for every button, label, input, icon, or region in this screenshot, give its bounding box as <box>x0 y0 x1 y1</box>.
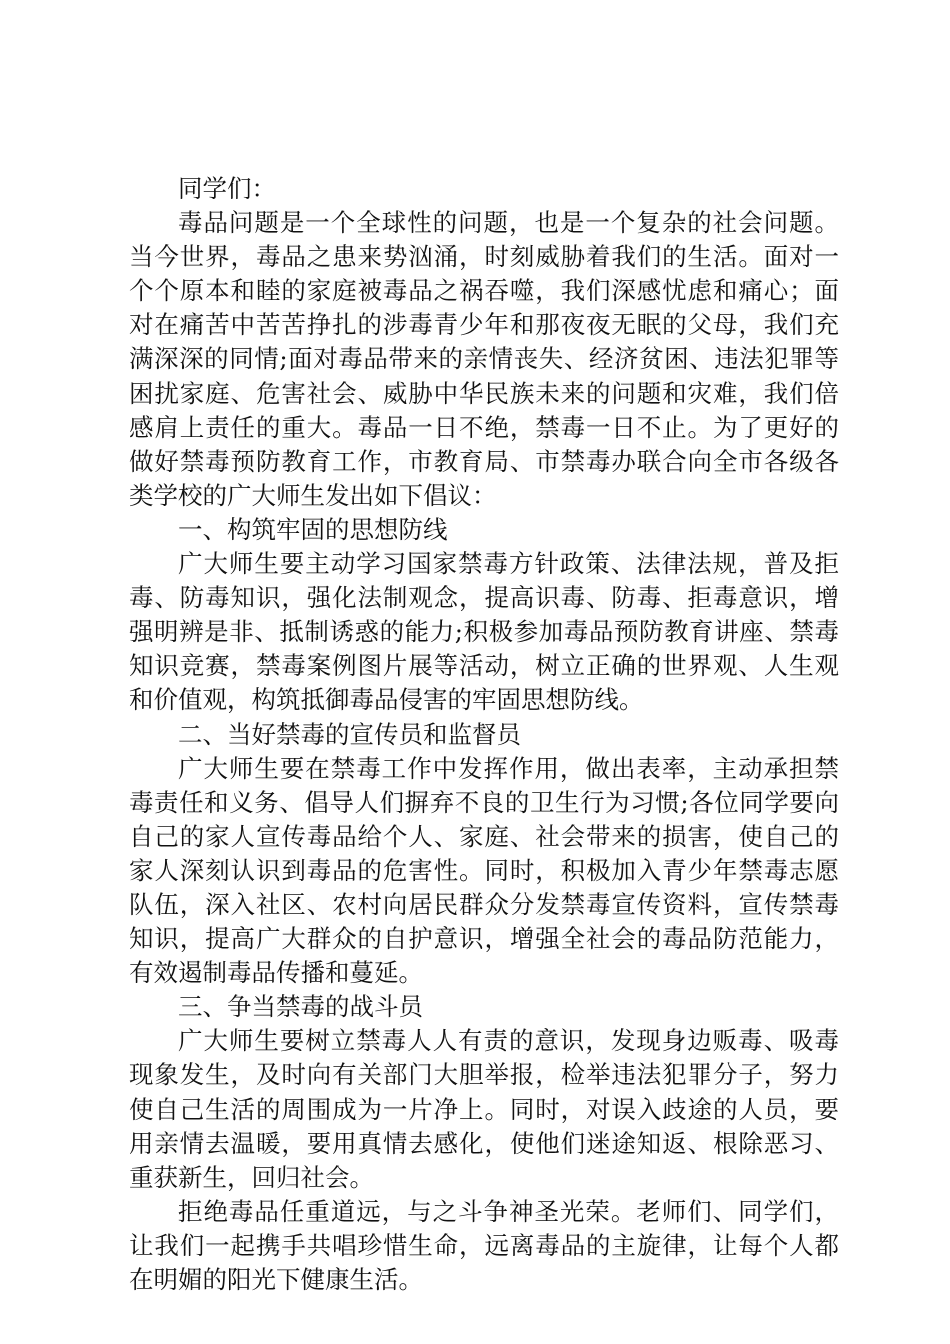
document-body <box>129 172 839 1297</box>
closing-paragraph: 拒绝毒品任重道远，与之斗争神圣光荣。老师们、同学们，让我们一起携手共唱珍惜生命，远离毒品的主旋律，让每个人都在明媚的阳光下健康生活。 <box>129 1196 839 1294</box>
section-heading-3: 三、争当禁毒的战斗员 <box>178 992 423 1022</box>
intro-paragraph: 毒品问题是一个全球性的问题，也是一个复杂的社会问题。当今世界，毒品之患来势汹涌，时刻威胁着我们的生活。面对一个个原本和睦的家庭被毒品之祸吞噬，我们深感忧虑和痛心；面对在痛苦中苦苦挣扎的涉毒青少年和那夜夜无眠的父母，我们充满深深的同情;面对毒品带来的亲情丧失、经济贫困、违法犯罪等困扰家庭、危害社会、威胁中华民族未来的问题和灾难，我们倍感肩上责任的重大。毒品一日不绝，禁毒一日不止。为了更好的做好禁毒预防教育工作，市教育局、市禁毒办联合向全市各级各类学校的广大师生发出如下倡议： <box>129 208 839 510</box>
section-body-2: 广大师生要在禁毒工作中发挥作用，做出表率，主动承担禁毒责任和义务、倡导人们摒弃不良的卫生行为习惯;各位同学要向自己的家人宣传毒品给个人、家庭、社会带来的损害，使自己的家人深刻认识到毒品的危害性。同时，积极加入青少年禁毒志愿队伍，深入社区、农村向居民群众分发禁毒宣传资料，宣传禁毒知识，提高广大群众的自护意识，增强全社会的毒品防范能力，有效遏制毒品传播和蔓延。 <box>129 753 839 988</box>
section-body-1: 广大师生要主动学习国家禁毒方针政策、法律法规，普及拒毒、防毒知识，强化法制观念，提高识毒、防毒、拒毒意识，增强明辨是非、抵制诱惑的能力;积极参加毒品预防教育讲座、禁毒知识竞赛，禁毒案例图片展等活动，树立正确的世界观、人生观和价值观，构筑抵御毒品侵害的牢固思想防线。 <box>129 549 839 715</box>
salutation: 同学们： <box>178 174 276 203</box>
section-body-3: 广大师生要树立禁毒人人有责的意识，发现身边贩毒、吸毒现象发生，及时向有关部门大胆举报，检举违法犯罪分子，努力使自己生活的周围成为一片净上。同时，对误入歧途的人员，要用亲情去温暖，要用真情去感化，使他们迷途知返、根除恶习、重获新生，回归社会。 <box>129 1026 839 1192</box>
section-heading-1: 一、构筑牢固的思想防线 <box>178 514 448 544</box>
section-heading-2: 二、当好禁毒的宣传员和监督员 <box>178 719 521 749</box>
